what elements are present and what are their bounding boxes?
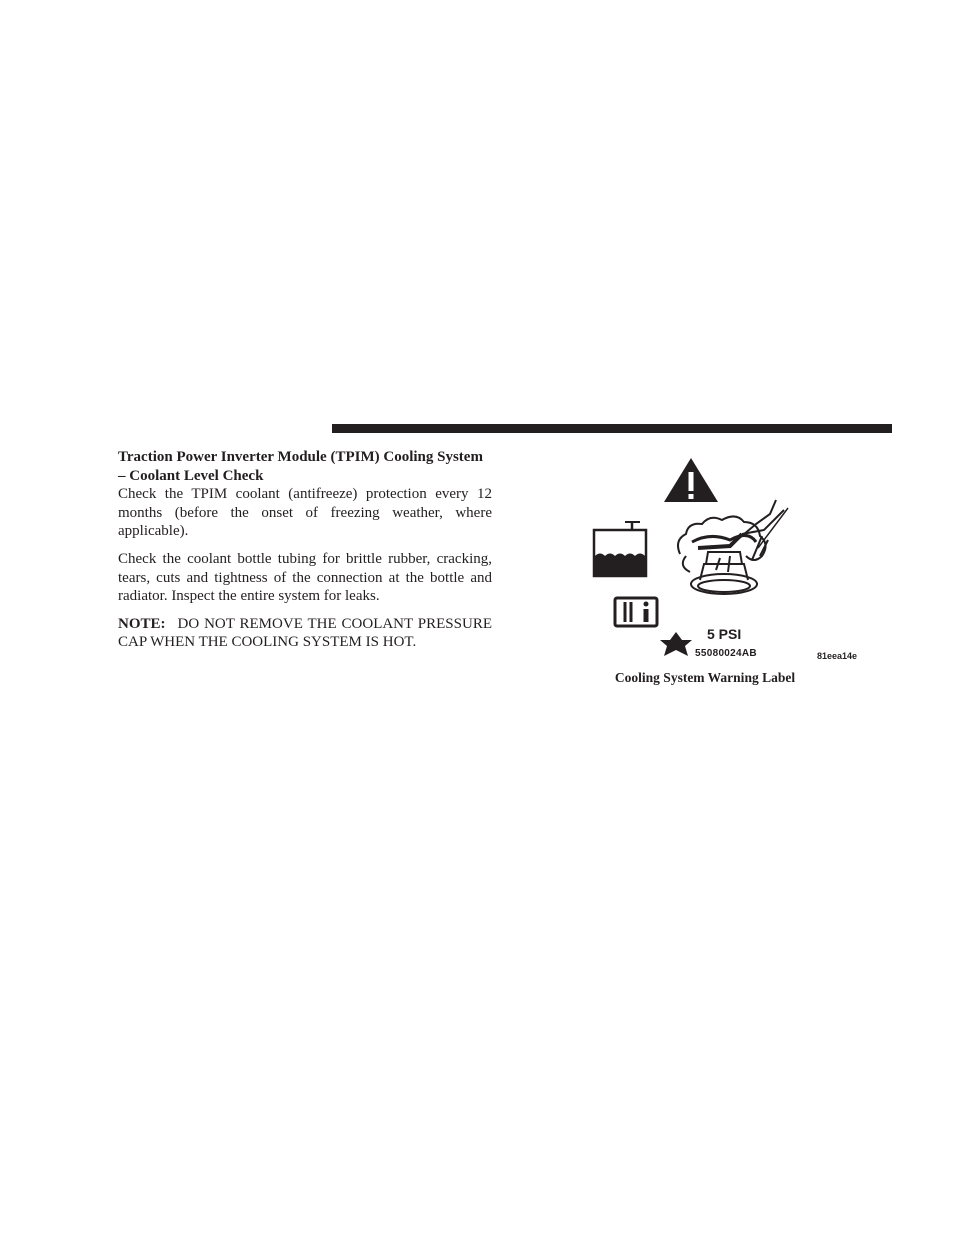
figure-id: 81eea14e (817, 651, 858, 661)
pressure-rating: 5 PSI (707, 626, 742, 642)
owners-manual-icon (615, 598, 657, 626)
note-text: DO NOT REMOVE THE COOLANT PRESSURE CAP WHEN THE COOLING SYSTEM IS HOT. (118, 615, 492, 651)
figure-caption: Cooling System Warning Label (614, 670, 796, 685)
paragraph-tubing: Check the coolant bottle tubing for brittle rubber, cracking, tears, cuts and tightness of the connection at the bottle and radiator. Inspect the entire system for leaks. (118, 550, 492, 605)
hot-cap-hand-icon (678, 500, 788, 594)
section-rule (332, 424, 892, 433)
pentastar-logo-icon (660, 632, 692, 656)
note-label: NOTE: (118, 615, 166, 632)
note (118, 615, 492, 652)
warning-triangle-icon (664, 458, 718, 502)
coolant-reservoir-icon (594, 522, 646, 576)
section-heading: Traction Power Inverter Module (TPIM) Cooling System – Coolant Level Check (118, 449, 483, 484)
cooling-warning-figure (580, 452, 892, 662)
part-number: 55080024AB (695, 648, 757, 659)
paragraph-protection: Check the TPIM coolant (antifreeze) protection every 12 months (before the onset of freezing weather, where applicable). (118, 486, 492, 540)
text-column (118, 448, 492, 661)
